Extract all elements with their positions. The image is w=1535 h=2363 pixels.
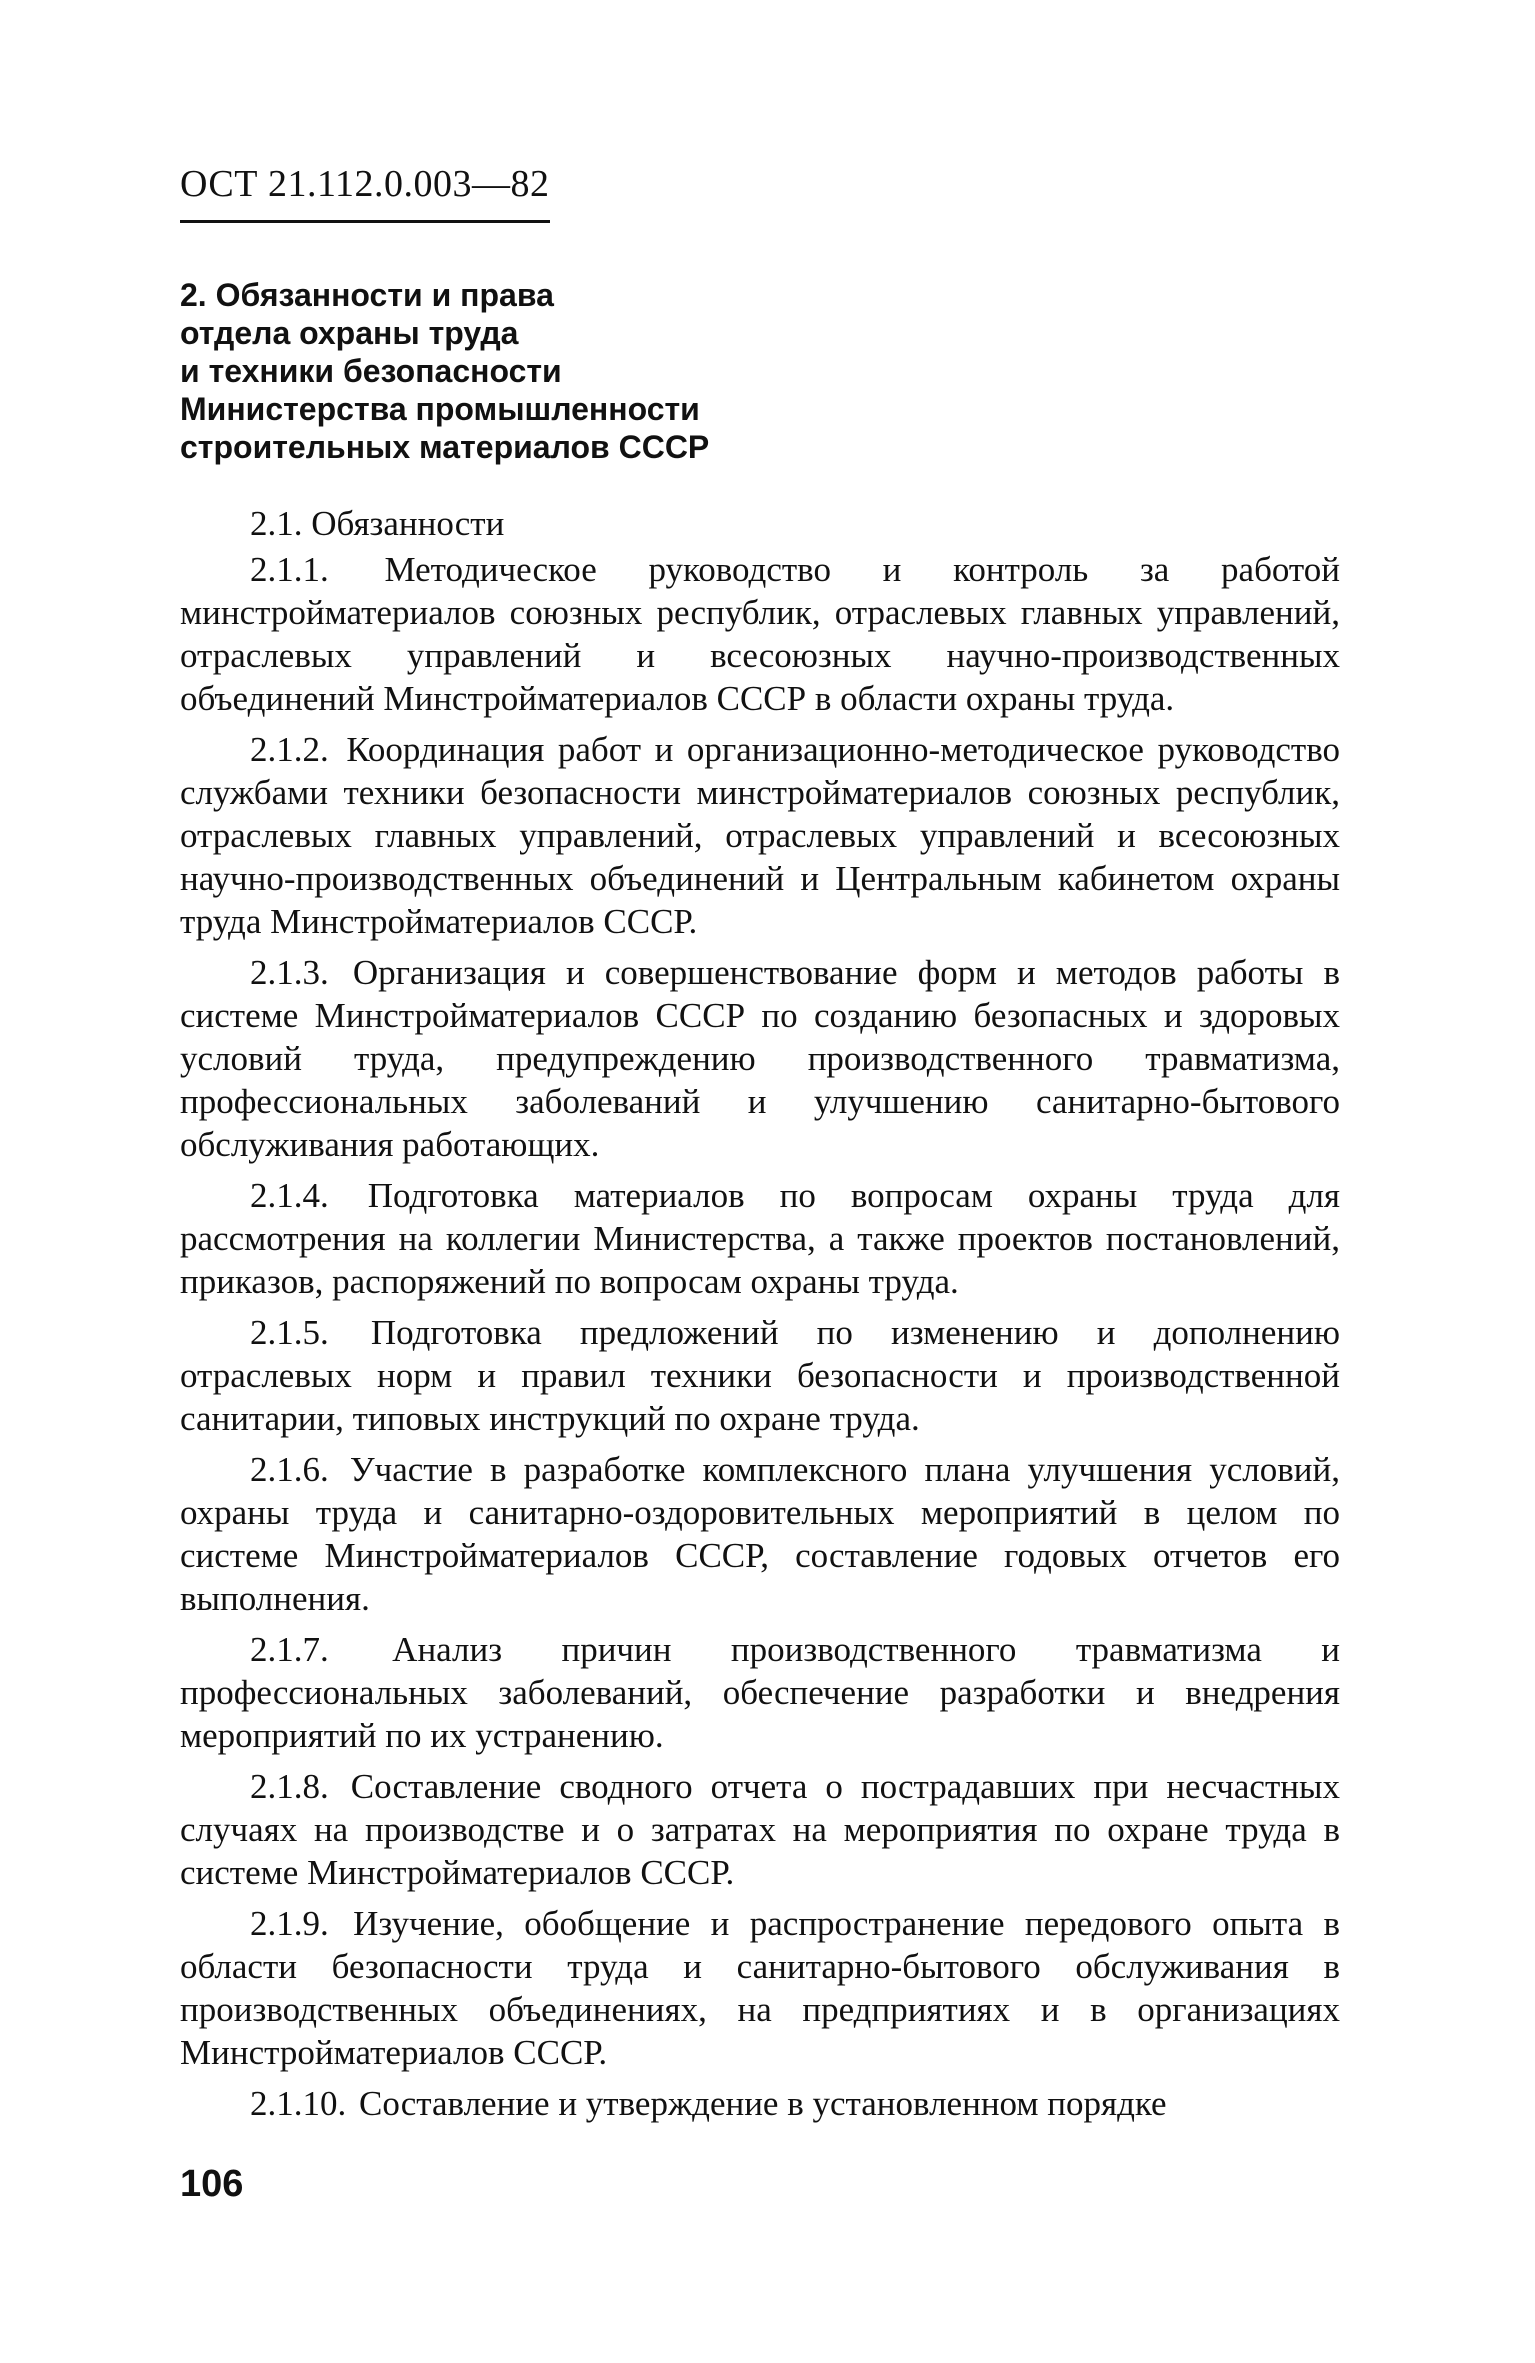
paragraph-number: 2.1.6. xyxy=(250,1450,329,1489)
paragraph-2-1-9 xyxy=(180,1902,1340,2074)
document-code: ОСТ 21.112.0.003—82 xyxy=(180,163,550,205)
paragraph-number: 2.1.3. xyxy=(250,953,329,992)
paragraph-2-1-1 xyxy=(180,548,1340,720)
paragraph-text: Участие в разработке комплексного плана улучшения условий, охраны труда и санитарно-оздоровительных мероприятий в целом по системе Минстройматериалов СССР, составление годовых отчетов его выполнения. xyxy=(180,1450,1340,1618)
section-heading-line: и техники безопасности xyxy=(180,353,562,389)
paragraph-text: Составление и утверждение в установленном порядке xyxy=(359,2084,1167,2123)
paragraph-2-1-8 xyxy=(180,1765,1340,1894)
section-heading-line: 2. Обязанности и права xyxy=(180,277,554,313)
paragraph-text: Составление сводного отчета о пострадавших при несчастных случаях на производстве и о затратах на мероприятия по охране труда в системе Минстройматериалов СССР. xyxy=(180,1767,1340,1892)
paragraph-2-1-7 xyxy=(180,1628,1340,1757)
subsection-title: 2.1. Обязанности xyxy=(250,504,505,543)
paragraph-text: Анализ причин производственного травматизма и профессиональных заболеваний, обеспечение разработки и внедрения мероприятий по их устранению. xyxy=(180,1630,1340,1755)
section-heading-line: отдела охраны труда xyxy=(180,315,519,351)
paragraph-2-1-4 xyxy=(180,1174,1340,1303)
paragraph-2-1-2 xyxy=(180,728,1340,943)
page-number: 106 xyxy=(180,2163,244,2205)
paragraph-text: Подготовка предложений по изменению и дополнению отраслевых норм и правил техники безопасности и производственной санитарии, типовых инструкций по охране труда. xyxy=(180,1313,1340,1438)
paragraph-2-1-10 xyxy=(180,2082,1340,2125)
paragraph-2-1-5 xyxy=(180,1311,1340,1440)
section-heading xyxy=(180,276,709,466)
paragraph-2-1-6 xyxy=(180,1448,1340,1620)
paragraph-number: 2.1.1. xyxy=(250,550,329,589)
paragraph-number: 2.1.4. xyxy=(250,1176,329,1215)
paragraph-text: Изучение, обобщение и распространение передового опыта в области безопасности труда и санитарно-бытового обслуживания в производственных объединениях, на предприятиях и в организациях Минстройматериалов СССР. xyxy=(180,1904,1340,2072)
document-body xyxy=(180,548,1340,2133)
header-rule xyxy=(180,220,550,223)
paragraph-number: 2.1.7. xyxy=(250,1630,329,1669)
paragraph-number: 2.1.2. xyxy=(250,730,329,769)
paragraph-text: Подготовка материалов по вопросам охраны труда для рассмотрения на коллегии Министерства, а также проектов постановлений, приказов, распоряжений по вопросам охраны труда. xyxy=(180,1176,1341,1301)
paragraph-number: 2.1.8. xyxy=(250,1767,329,1806)
paragraph-text: Методическое руководство и контроль за работой минстройматериалов союзных республик, отраслевых главных управлений, отраслевых управлений и всесоюзных научно-производственных объединений Минстройматериалов СССР в области охраны труда. xyxy=(180,550,1340,718)
paragraph-text: Организация и совершенствование форм и методов работы в системе Минстройматериалов СССР по созданию безопасных и здоровых условий труда, предупреждению производственного травматизма, профессиональных заболеваний и улучшению санитарно-бытового обслуживания работающих. xyxy=(180,953,1341,1164)
paragraph-number: 2.1.5. xyxy=(250,1313,329,1352)
section-heading-line: Министерства промышленности xyxy=(180,391,700,427)
section-heading-line: строительных материалов СССР xyxy=(180,429,710,465)
paragraph-text: Координация работ и организационно-методическое руководство службами техники безопасности минстройматериалов союзных республик, отраслевых главных управлений, отраслевых управлений и всесоюзных научно-производственных объединений и Центральным кабинетом охраны труда Минстройматериалов СССР. xyxy=(180,730,1340,941)
paragraph-number: 2.1.9. xyxy=(250,1904,329,1943)
paragraph-number: 2.1.10. xyxy=(250,2084,347,2123)
paragraph-2-1-3 xyxy=(180,951,1340,1166)
